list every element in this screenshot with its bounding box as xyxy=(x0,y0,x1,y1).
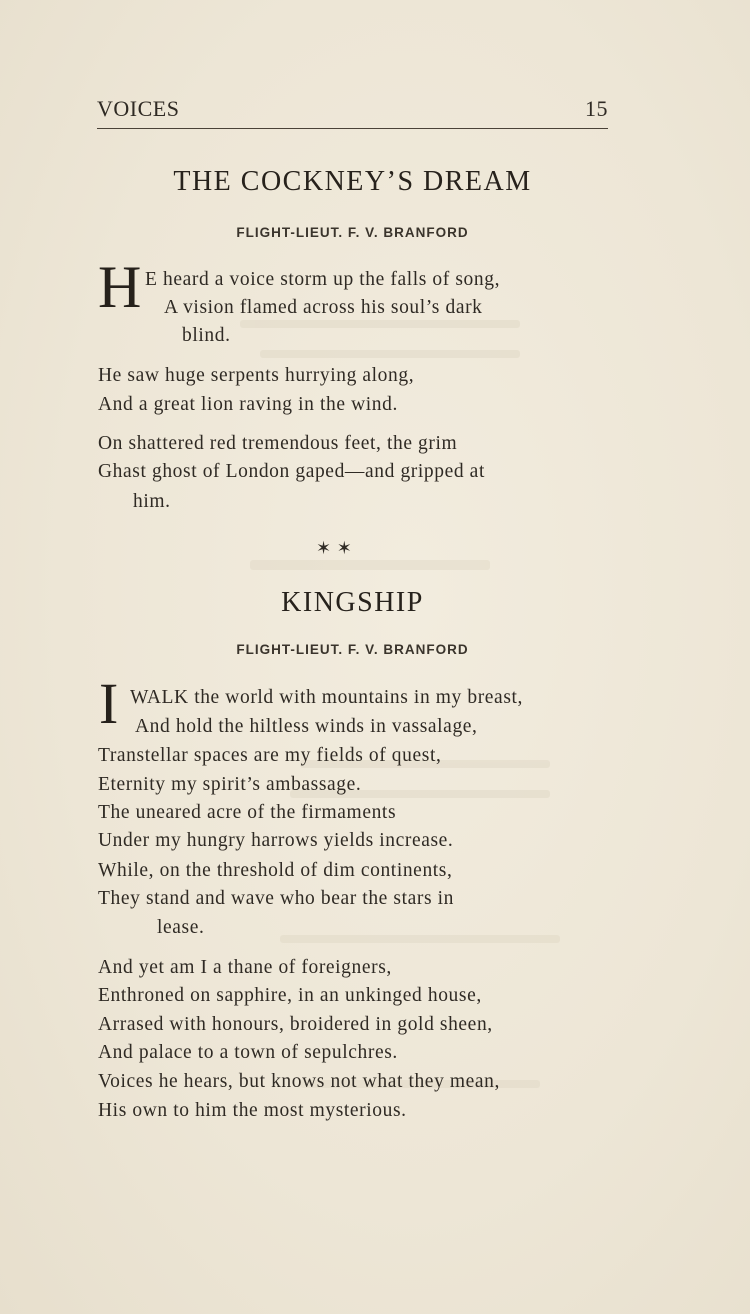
poem-line: They stand and wave who bear the stars in xyxy=(98,888,454,909)
poem-line: And palace to a town of sepulchres. xyxy=(98,1042,398,1063)
poem-line: Transtellar spaces are my fields of quest, xyxy=(98,745,442,766)
poem-line: E heard a voice storm up the falls of song, xyxy=(145,269,501,290)
running-header xyxy=(97,96,608,126)
poem-line: him. xyxy=(133,491,171,512)
running-title: VOICES xyxy=(97,96,180,121)
header-rule xyxy=(97,128,608,129)
poem-line: Voices he hears, but knows not what they mean, xyxy=(98,1071,500,1092)
poem-line: blind. xyxy=(182,325,231,346)
poem-line: Eternity my spirit’s ambassage. xyxy=(98,774,362,795)
poem-line: He saw huge serpents hurrying along, xyxy=(98,365,415,386)
poem-line: Ghast ghost of London gaped—and gripped at xyxy=(98,461,485,482)
poem-title-cockneys-dream: THE COCKNEY’S DREAM xyxy=(173,166,532,197)
poem-line: Enthroned on sapphire, in an unkinged house, xyxy=(98,985,482,1006)
poem-line: And yet am I a thane of foreigners, xyxy=(98,957,392,978)
section-separator: ✶ ✶ xyxy=(316,538,352,559)
poem-line: His own to him the most mysterious. xyxy=(98,1100,407,1121)
poem-line: lease. xyxy=(157,917,205,938)
poem-line: On shattered red tremendous feet, the grim xyxy=(98,433,458,454)
poem-author: FLIGHT-LIEUT. F. V. BRANFORD xyxy=(236,642,469,657)
poem-line: WALK the world with mountains in my breast, xyxy=(130,687,523,708)
poem-line: A vision flamed across his soul’s dark xyxy=(164,297,483,318)
poem-line: And hold the hiltless winds in vassalage, xyxy=(135,716,478,737)
drop-cap: H xyxy=(98,254,142,320)
poem-line: The uneared acre of the firmaments xyxy=(98,802,397,823)
poem-line: While, on the threshold of dim continents, xyxy=(98,860,453,881)
poem-title-kingship: KINGSHIP xyxy=(281,587,424,618)
poem-author: FLIGHT-LIEUT. F. V. BRANFORD xyxy=(236,225,469,240)
page-number: 15 xyxy=(585,96,608,121)
poem-line: Arrased with honours, broidered in gold sheen, xyxy=(98,1014,493,1035)
poem-line: And a great lion raving in the wind. xyxy=(98,394,398,415)
drop-cap: I xyxy=(99,671,119,736)
poem-line: Under my hungry harrows yields increase. xyxy=(98,830,454,851)
